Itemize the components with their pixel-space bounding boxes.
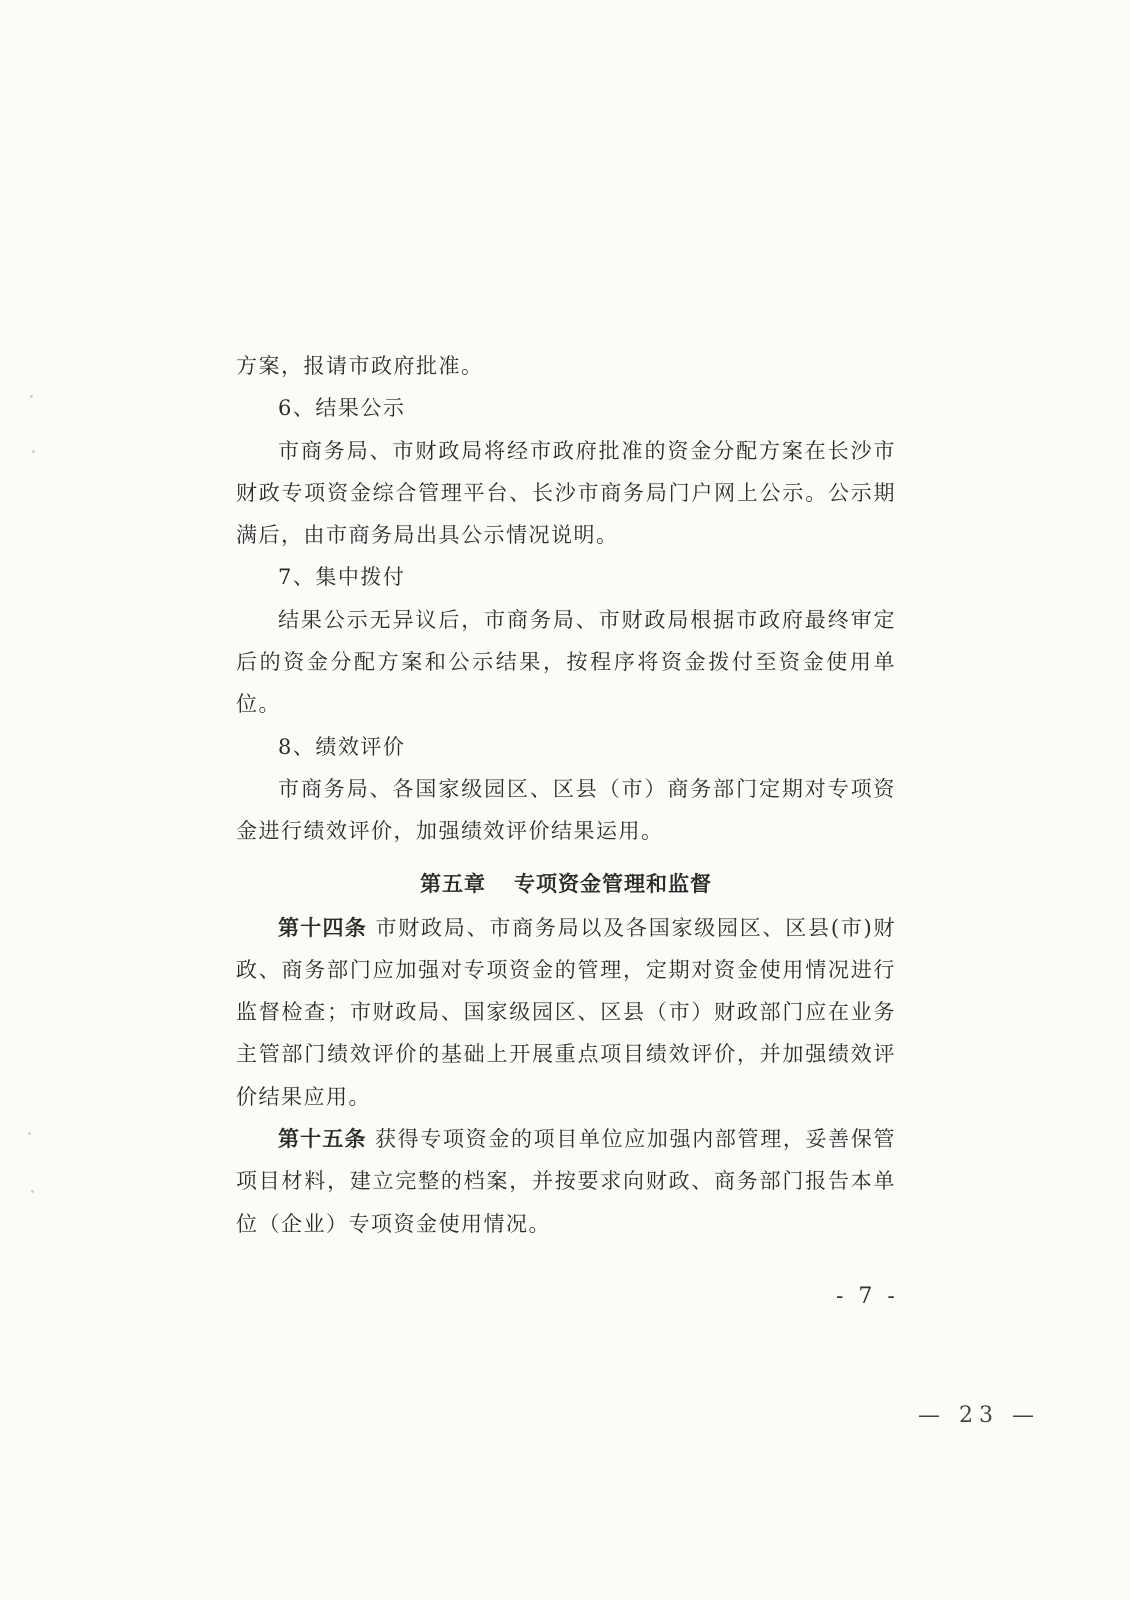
- chapter-number: 第五章: [420, 871, 486, 896]
- article-14: [236, 907, 896, 1118]
- article-label: 第十四条: [278, 915, 368, 940]
- body-text: [236, 345, 896, 1245]
- item-heading-6: 6、结果公示: [278, 396, 406, 421]
- scan-speck: [31, 1190, 34, 1193]
- paragraph-continuation: 方案，报请市政府批准。: [236, 354, 484, 378]
- page-number: - 7 -: [836, 1284, 899, 1309]
- chapter-title: 专项资金管理和监督: [514, 871, 712, 896]
- article-text: 获得专项资金的项目单位应加强内部管理，妥善保管项目材料，建立完整的档案，并按要求向财政、商务部门报告本单位（企业）专项资金使用情况。: [236, 1127, 896, 1236]
- scan-speck: [32, 450, 35, 453]
- paragraph-performance-evaluation: 市商务局、各国家级园区、区县（市）商务部门定期对专项资金进行绩效评价，加强绩效评价结果运用。: [236, 776, 896, 844]
- item-heading-7: 7、集中拨付: [278, 565, 406, 590]
- chapter-heading: [236, 853, 896, 907]
- article-text: 市财政局、市商务局以及各国家级园区、区县(市)财政、商务部门应加强对专项资金的管理，定期对资金使用情况进行监督检查；市财政局、国家级园区、区县（市）财政部门应在业务主管部门绩效评价的基础上开展重点项目绩效评价，并加强绩效评价结果应用。: [236, 915, 896, 1109]
- paragraph-result-publicity: 市商务局、市财政局将经市政府批准的资金分配方案在长沙市财政专项资金综合管理平台、长沙市商务局门户网上公示。公示期满后，由市商务局出具公示情况说明。: [236, 438, 896, 548]
- article-label: 第十五条: [278, 1127, 367, 1152]
- article-15: [236, 1118, 896, 1245]
- paragraph-centralized-allocation: 结果公示无异议后，市商务局、市财政局根据市政府最终审定后的资金分配方案和公示结果，按程序将资金拨付至资金使用单位。: [236, 607, 896, 717]
- page-number-outer: — 23 —: [918, 1403, 1040, 1428]
- scan-speck: [28, 1132, 31, 1135]
- item-heading-8: 8、绩效评价: [278, 734, 406, 759]
- scan-speck: [30, 395, 33, 398]
